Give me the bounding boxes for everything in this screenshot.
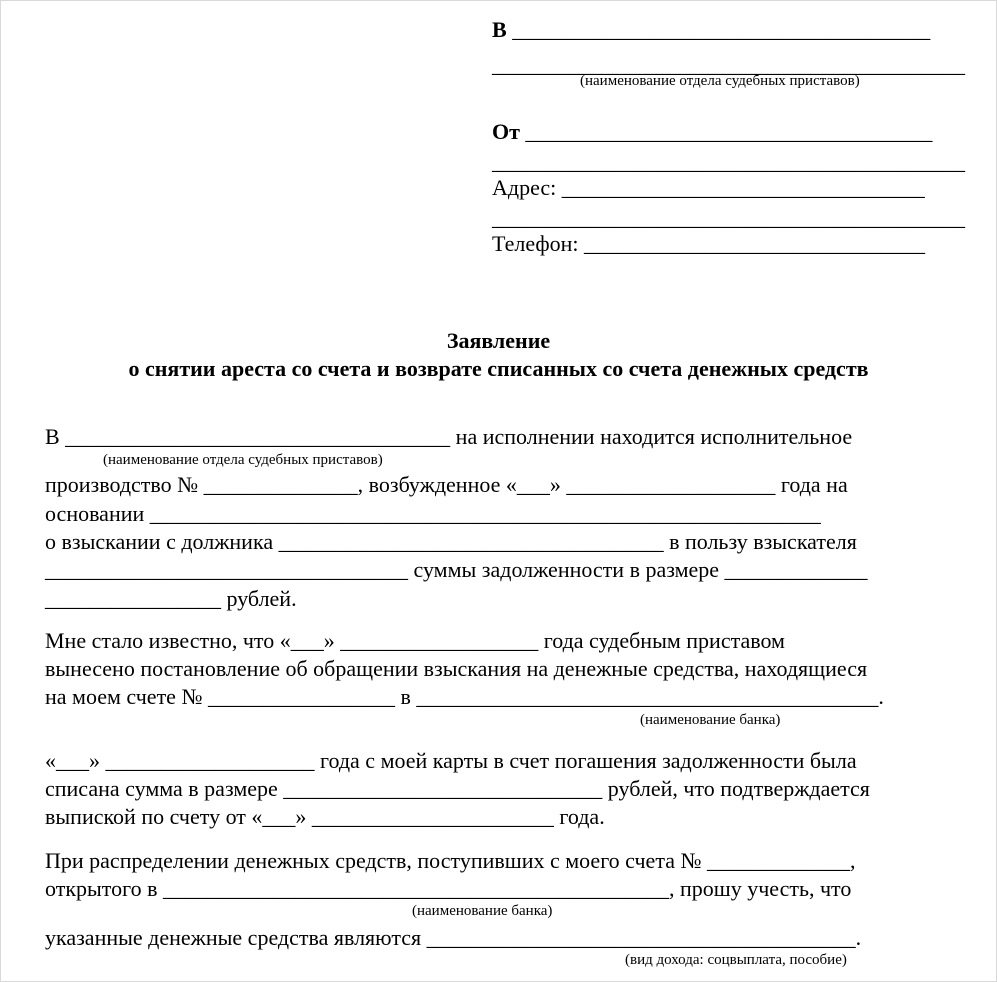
p1-line-2: производство № ______________, возбужденное «___» ___________________ года на (45, 472, 848, 497)
header-phone-blank[interactable]: _______________________________ (584, 231, 926, 256)
header-address-blank-2[interactable]: ___________________________________________ (492, 205, 965, 230)
document-title: Заявление (446, 328, 551, 353)
header-to-label: В (492, 17, 507, 42)
header-address-label: Адрес: (492, 175, 557, 200)
p2-line-3: на моем счете № _________________ в __________________________________________. (45, 684, 884, 709)
p3-line-2: списана сумма в размере _____________________________ рублей, что подтверждается (45, 776, 870, 801)
p4-caption-2: (вид дохода: соцвыплата, пособие) (625, 952, 847, 968)
header-to-caption: (наименование отдела судебных приставов) (580, 73, 860, 89)
p4-line-3: указанные денежные средства являются _______________________________________. (45, 925, 862, 950)
p2-line-1: Мне стало известно, что «___» __________________ года судебным приставом (45, 628, 785, 653)
p3-line-1: «___» ___________________ года с моей карты в счет погашения задолженности была (45, 748, 857, 773)
header-to-row (492, 18, 930, 42)
p2-caption-1: (наименование банка) (640, 712, 781, 728)
p1-line-3: основании _____________________________________________________________ (45, 501, 821, 526)
header-phone-label: Телефон: (492, 231, 579, 256)
p4-caption-1: (наименование банка) (412, 903, 553, 919)
header-from-label: От (492, 119, 520, 144)
header-to-blank[interactable]: ______________________________________ (512, 17, 931, 42)
p3-line-3: выпиской по счету от «___» ______________________ года. (45, 804, 605, 829)
document-subtitle: о снятии ареста со счета и возврате списанных со счета денежных средств (128, 356, 869, 381)
p1-line-1: В ___________________________________ на исполнении находится исполнительное (45, 424, 853, 449)
p1-line-6: ________________ рублей. (45, 586, 297, 611)
p4-line-1: При распределении денежных средств, поступивших с моего счета № _____________, (45, 848, 856, 873)
header-address-blank[interactable]: _________________________________ (561, 175, 925, 200)
header-from-blank-2[interactable]: ___________________________________________ (492, 149, 965, 174)
header-phone-row (492, 232, 925, 256)
p1-caption-1: (наименование отдела судебных приставов) (103, 452, 383, 468)
header-from-blank[interactable]: _____________________________________ (525, 119, 933, 144)
p1-line-5: _________________________________ суммы задолженности в размере _____________ (45, 557, 868, 582)
p4-line-2: открытого в ______________________________________________, прошу учесть, что (45, 876, 852, 901)
header-from-row (492, 120, 932, 144)
header-to-blank-2[interactable]: ___________________________________________ (492, 52, 965, 77)
header-address-row (492, 176, 925, 200)
p1-line-4: о взыскании с должника ___________________________________ в пользу взыскателя (45, 529, 857, 554)
p2-line-2: вынесено постановление об обращении взыскания на денежные средства, находящиеся (45, 656, 868, 681)
